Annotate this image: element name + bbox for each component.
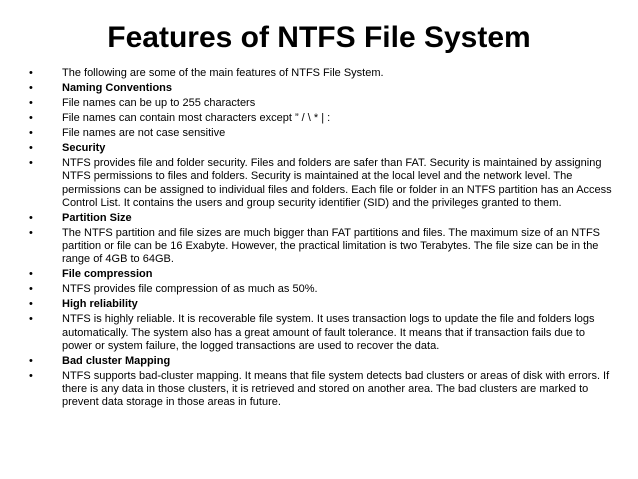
bullet-item <box>28 313 616 353</box>
section-heading-text: File compression <box>62 268 153 281</box>
section-heading-item <box>28 142 616 155</box>
bullet-item <box>28 97 616 110</box>
section-heading-item <box>28 82 616 95</box>
bullet-point-icon: • <box>29 81 33 94</box>
bullet-point-icon: • <box>29 156 33 169</box>
section-heading-item <box>28 298 616 311</box>
bullet-point-icon: • <box>29 226 33 239</box>
section-heading-text: High reliability <box>62 298 138 311</box>
bullet-text: The NTFS partition and file sizes are much bigger than FAT partitions and files. The maximum size of an NTFS partition or file can be 16 Exabyte. However, the practical limitation is two Terabytes. The file size can be in the range of 4GB to 64GB. <box>62 226 601 266</box>
section-heading-text: Bad cluster Mapping <box>62 354 171 367</box>
bullet-point-icon: • <box>29 298 33 311</box>
bullet-point-icon: • <box>29 313 33 326</box>
section-heading-text: Naming Conventions <box>62 81 173 94</box>
bullet-point-icon: • <box>29 354 33 367</box>
bullet-text: NTFS is highly reliable. It is recoverable file system. It uses transaction logs to update the file and folders logs automatically. The system also has a great amount of fault tolerance. It means that if transaction fails due to power or system failure, the logged transactions are used to recover the data. <box>62 313 595 352</box>
bullet-point-icon: • <box>29 211 33 224</box>
bullet-text: NTFS supports bad-cluster mapping. It means that file system detects bad clusters or areas of disk with errors. If there is any data in those clusters, it is retrieved and stored on another area. The bad clusters are marked to prevent data storage in those areas in future. <box>62 369 610 409</box>
bullet-item <box>28 370 616 410</box>
section-heading-item <box>28 355 616 368</box>
bullet-point-icon: • <box>29 96 33 109</box>
bullet-point-icon: • <box>29 126 33 139</box>
bullet-item <box>28 157 616 210</box>
section-heading-item <box>28 268 616 281</box>
section-heading-text: Partition Size <box>62 211 132 224</box>
bullet-point-icon: • <box>29 141 33 154</box>
bullet-text: The following are some of the main features of NTFS File System. <box>62 67 384 79</box>
bullet-list <box>28 67 616 411</box>
bullet-point-icon: • <box>29 111 33 124</box>
bullet-text: NTFS provides file and folder security. Files and folders are safer than FAT. Security is maintained by assigning NTFS permissions to files and folders. Security is maintained at the local level and the network level. The permissions can be assigned to individual files and folders. Each file or folder in an NTFS partition has an Access Control List. It contains the users and group security identifier (SID) and the privileges granted to them. <box>62 156 612 209</box>
bullet-item <box>28 112 616 125</box>
bullet-text: File names can contain most characters except ” / \ * | : <box>62 111 331 124</box>
bullet-text: File names are not case sensitive <box>62 126 226 139</box>
bullet-point-icon: • <box>29 67 33 79</box>
bullet-point-icon: • <box>29 268 33 281</box>
bullet-item <box>28 127 616 140</box>
bullet-point-icon: • <box>29 369 33 382</box>
section-heading-text: Security <box>62 141 106 154</box>
bullet-item <box>28 227 616 267</box>
bullet-text: File names can be up to 255 characters <box>62 96 256 109</box>
bullet-text: NTFS provides file compression of as much as 50%. <box>62 283 318 296</box>
section-heading-item <box>28 212 616 225</box>
bullet-point-icon: • <box>29 283 33 296</box>
bullet-item <box>28 67 616 80</box>
slide-title: Features of NTFS File System <box>107 21 531 54</box>
bullet-item <box>28 283 616 296</box>
